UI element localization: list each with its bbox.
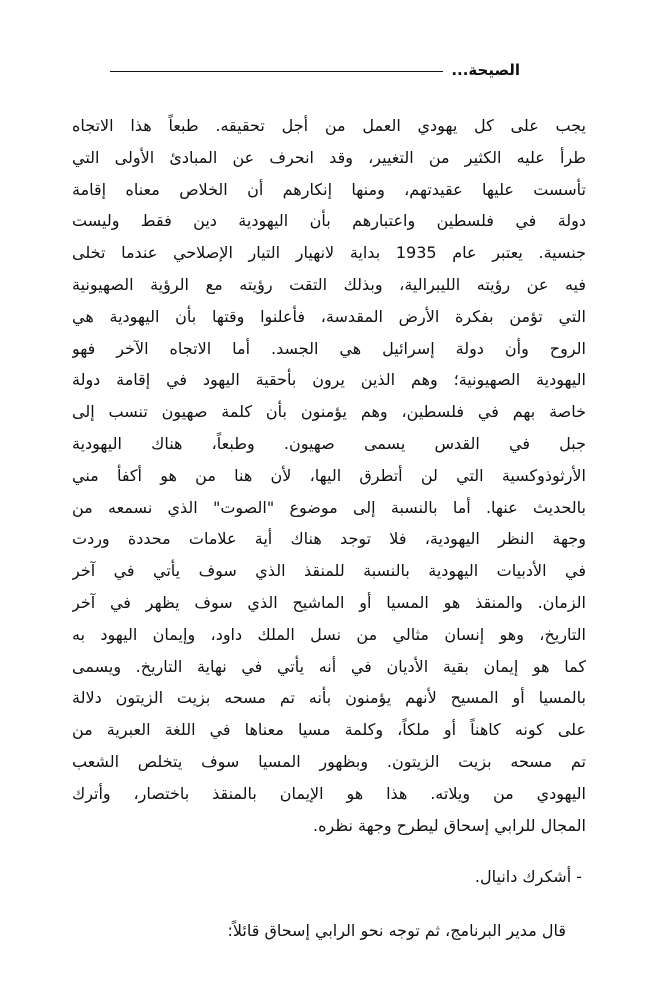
running-header [110,58,520,82]
paragraph-line: الأرثوذوكسية التي لن أتطرق اليها، لأن هنا من هو أكفأ مني [72,465,586,485]
paragraph-line: طرأ عليه الكثير من التغيير، وقد انحرف عن المبادئ الأولى التي [72,147,586,167]
paragraph-line: بالحديث عنها. أما بالنسبة إلى موضوع "الصوت" الذي نسمعه من [72,497,586,517]
main-paragraph [72,110,586,841]
paragraph-line: اليهودية الصهيونية؛ وهم الذين يرون بأحقية اليهود في إقامة دولة [72,370,586,390]
paragraph-line: على كونه كاهناً أو ملكاً، وكلمة مسيا معناها في اللغة العبرية من [72,720,586,740]
paragraph-line: تم مسحه بزيت الزيتون. وبظهور المسيا سوف يتخلص الشعب [72,751,586,771]
paragraph-line: خاصة بهم في فلسطين، وهم يؤمنون بأن كلمة صهيون تنسب إلى [72,402,586,422]
header-rule [110,71,443,72]
paragraph-line: التي تؤمن بفكرة الأرض المقدسة، فأعلنوا وقتها بأن اليهودية هي [72,306,586,326]
paragraph-line: الروح وأن دولة إسرائيل هي الجسد. أما الاتجاه الآخر فهو [72,338,586,358]
paragraph-line: يجب على كل يهودي العمل من أجل تحقيقه. طبعاً هذا الاتجاه [72,116,586,135]
paragraph-line: جبل في القدس يسمى صهيون. وطبعاً، هناك اليهودية [72,433,586,453]
dialogue-reply: - أشكرك دانيال. [474,867,582,886]
paragraph-line: اليهودي من ويلاته. هذا هو الإيمان بالمنقذ باختصار، وأترك [72,783,586,803]
paragraph-line: بالمسيا أو المسيح لأنهم يؤمنون بأنه تم مسحه بزيت الزيتون دلالة [72,688,586,708]
narration-line: قال مدير البرنامج، ثم توجه نحو الرابي إسحاق قائلاً: [227,921,566,940]
paragraph-line: في الأدبيات اليهودية بالنسبة للمنقذ الذي سوف يأتي في آخر [72,561,586,581]
paragraph-line: جنسية. يعتبر عام 1935 بداية لانهيار التيار الإصلاحي عندما تخلى [72,243,586,263]
paragraph-line: فيه عن رؤيته الليبرالية، وبذلك التقت رؤيته مع الرؤية الصهيونية [72,274,586,294]
paragraph-line: تأسست عليها عقيدتهم، ومنها إنكارهم أن الخلاص معناه إقامة [72,179,586,199]
paragraph-line: الزمان. والمنقذ هو المسيا أو الماشيح الذي سوف يظهر في آخر [72,592,586,612]
paragraph-line: دولة في فلسطين واعتبارهم بأن اليهودية دين فقط وليست [72,211,586,231]
paragraph-line: كما هو إيمان بقية الأديان في أنه يأتي في نهاية التاريخ. ويسمى [72,656,586,676]
paragraph-line: وجهة النظر اليهودية، فلا توجد هناك أية علامات محددة وردت [72,529,586,549]
running-header-title: الصيحة... [451,61,520,79]
paragraph-line: التاريخ، وهو إنسان مثالي من نسل الملك داود، وإيمان اليهود به [72,624,586,644]
paragraph-line: المجال للرابي إسحاق ليطرح وجهة نظره. [313,815,586,835]
